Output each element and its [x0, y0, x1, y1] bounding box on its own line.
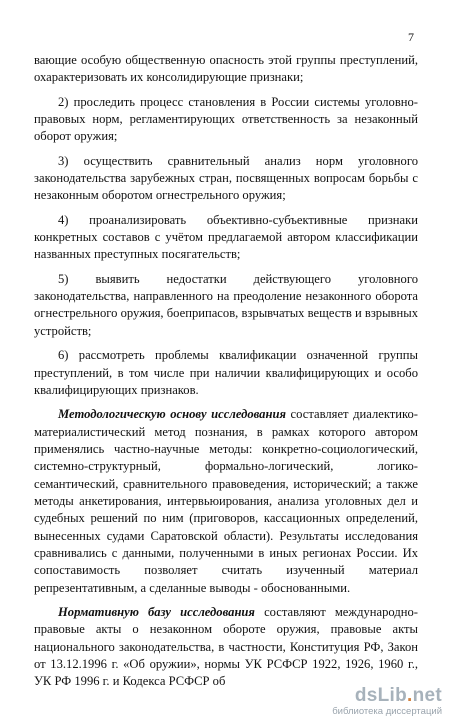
paragraph-normative-base: Нормативную базу исследования составляют международно-правовые акты о незаконном обороте оружия, правовые акты национального законодательства, в частности, Конституция РФ, Закон от 13.12.1996 г. «Об оружии», нормы УК РСФСР 1922, 1926, 1960 г., УК РФ 1996 г. и Кодекса РСФСР об — [34, 604, 418, 689]
paragraph-task-5: 5) выявить недостатки действующего уголовного законодательства, направленного на преодоление незаконного оборота огнестрельного оружия, боеприпасов, взрывчатых веществ и взрывных устройств; — [34, 271, 418, 338]
watermark-logo-text: dsLib.net — [354, 685, 442, 706]
document-body — [34, 52, 418, 694]
paragraph-task-2: 2) проследить процесс становления в России системы уголовно-правовых норм, регламентирующих ответственность за незаконный оборот оружия; — [34, 94, 418, 144]
paragraph-task-3: 3) осуществить сравнительный анализ норм уголовного законодательства зарубежных стран, посвященных вопросам борьбы с незаконным оборотом огнестрельного оружия; — [34, 153, 418, 203]
paragraph-methodology: Методологическую основу исследования составляет диалектико-материалистический метод познания, в рамках которого автором применялись частно-научные методы: конкретно-социологический, системно-структурный, формально-логический, логико-семантический, сравнительного правоведения, исторический; а также методы анкетирования, интервьюирования, анализа уголовных дел и судебных решений по ним (приговоров, кассационных определений, вынесенных судами Саратовской области). Результаты исследования сравнивались с данными, полученными в иных регионах России. Их сопоставимость позволяет считать изученный материал репрезентативным, а сделанные выводы - обоснованными. — [34, 407, 418, 595]
page-number: 7 — [408, 30, 414, 44]
watermark-subtitle: библиотека диссертаций — [332, 706, 442, 717]
normative-base-heading: Нормативную базу исследования — [58, 604, 255, 619]
methodology-heading: Методологическую основу исследования — [58, 407, 286, 422]
watermark-logo — [302, 686, 442, 717]
paragraph-continuation: вающие особую общественную опасность этой группы преступлений, охарактеризовать их консолидирующие признаки; — [34, 53, 418, 85]
paragraph-task-4: 4) проанализировать объективно-субъективные признаки конкретных составов с учётом предлагаемой автором классификации названных преступных посягательств; — [34, 212, 418, 262]
paragraph-task-6: 6) рассмотреть проблемы квалификации означенной группы преступлений, в том числе при наличии квалифицирующих и особо квалифицирующих признаков. — [34, 348, 418, 397]
